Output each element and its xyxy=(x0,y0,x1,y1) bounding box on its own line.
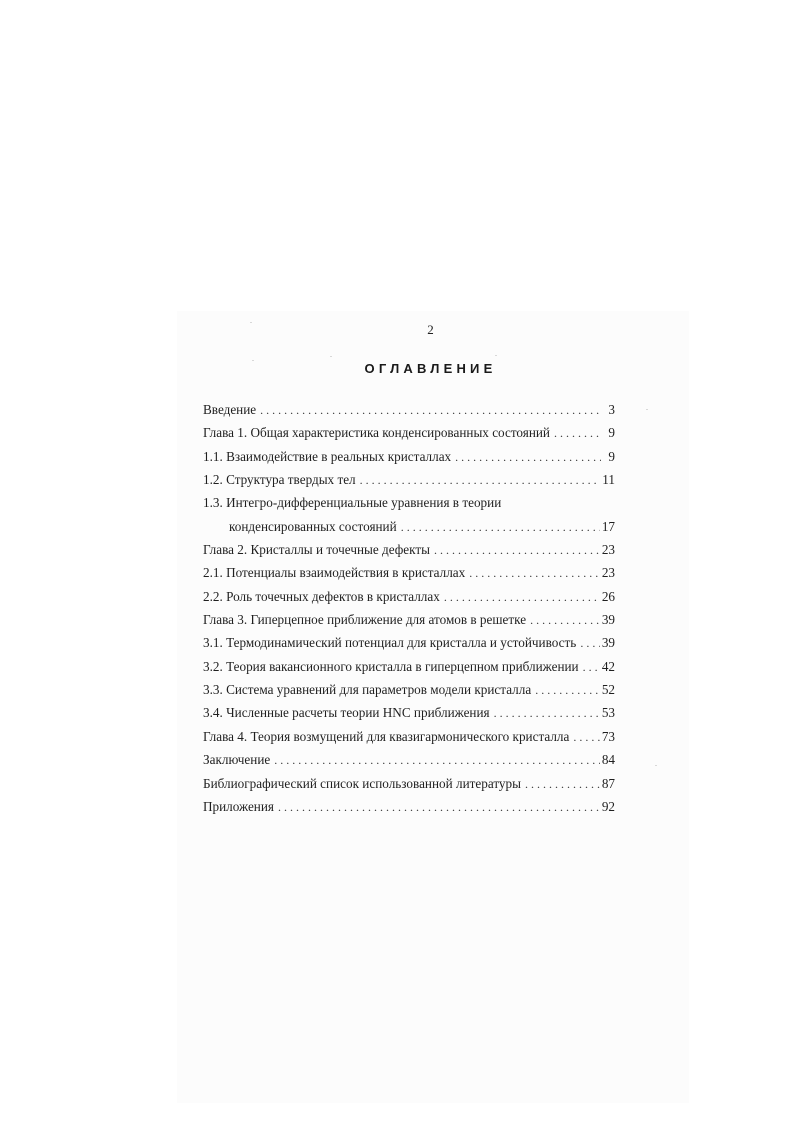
toc-entry-section-1-3 xyxy=(203,495,615,518)
dot-leader xyxy=(573,729,599,745)
dot-leader xyxy=(360,472,601,488)
toc-entry-chapter-3 xyxy=(203,612,615,635)
dot-leader xyxy=(525,776,600,792)
toc-entry-label: Глава 4. Теория возмущений для квазигармонического кристалла xyxy=(203,728,570,744)
toc-entry-page: 17 xyxy=(601,518,615,534)
toc-entry-label: Введение xyxy=(203,402,257,417)
dot-leader xyxy=(535,682,600,698)
toc-entry-label: конденсированных состояний xyxy=(229,518,397,534)
scan-speck xyxy=(655,765,657,766)
toc-entry-section-1-1 xyxy=(203,449,615,472)
toc-entry-chapter-1 xyxy=(203,425,615,448)
dot-leader xyxy=(274,752,600,768)
toc-entry-page: 42 xyxy=(601,658,615,674)
toc-entry-label: 1.2. Структура твердых тел xyxy=(203,472,356,488)
scan-speck xyxy=(495,355,497,356)
dot-leader xyxy=(444,589,600,605)
toc-entry-page: 26 xyxy=(601,588,615,604)
toc-entry-appendices xyxy=(203,799,615,822)
toc-entry-conclusion xyxy=(203,752,615,775)
toc-entry-label: 3.4. Численные расчеты теории HNC приближения xyxy=(203,705,490,721)
toc-entry-label: 2.2. Роль точечных дефектов в кристаллах xyxy=(203,588,440,604)
toc-entry-label: 2.1. Потенциалы взаимодействия в кристаллах xyxy=(203,565,466,581)
toc-entry-label: 3.2. Теория вакансионного кристалла в гиперцепном приближении xyxy=(203,658,579,674)
toc-entry-chapter-2 xyxy=(203,542,615,565)
toc-entry-label: Заключение xyxy=(203,752,271,768)
toc-entry-page: 53 xyxy=(601,705,615,721)
toc-entry-page: 11 xyxy=(602,472,615,488)
toc-entry-page: 9 xyxy=(608,448,615,464)
table-of-contents xyxy=(203,402,615,822)
dot-leader xyxy=(494,705,600,721)
dot-leader xyxy=(530,612,600,628)
toc-entry-section-2-1 xyxy=(203,565,615,588)
toc-entry-page: 73 xyxy=(601,728,615,744)
toc-entry-section-3-2 xyxy=(203,659,615,682)
scan-speck xyxy=(330,356,332,357)
toc-entry-page: 3 xyxy=(608,402,615,417)
toc-entry-chapter-4 xyxy=(203,729,615,752)
scan-speck xyxy=(250,322,252,323)
scan-speck xyxy=(646,409,648,410)
toc-entry-introduction xyxy=(203,402,615,425)
toc-entry-label: Глава 1. Общая характеристика конденсированных состояний xyxy=(203,425,550,441)
toc-entry-page: 84 xyxy=(601,752,615,768)
toc-entry-bibliography xyxy=(203,776,615,799)
toc-entry-page: 92 xyxy=(601,798,615,814)
toc-entry-page: 52 xyxy=(601,682,615,698)
toc-entry-section-3-3 xyxy=(203,682,615,705)
toc-entry-section-1-3-continued xyxy=(203,519,615,542)
toc-entry-label: Глава 3. Гиперцепное приближение для атомов в решетке xyxy=(203,612,527,628)
toc-entry-page: 23 xyxy=(601,565,615,581)
dot-leader xyxy=(401,519,600,535)
dot-leader xyxy=(583,659,600,675)
dot-leader xyxy=(278,799,600,815)
toc-entry-page: 39 xyxy=(601,612,615,628)
toc-entry-page: 23 xyxy=(601,542,615,558)
toc-entry-page: 39 xyxy=(601,635,615,651)
dot-leader xyxy=(554,425,601,441)
toc-entry-label: 3.3. Система уравнений для параметров модели кристалла xyxy=(203,682,532,698)
toc-entry-section-1-2 xyxy=(203,472,615,495)
toc-entry-label: 3.1. Термодинамический потенциал для кристалла и устойчивость xyxy=(203,635,577,651)
toc-entry-label: 1.1. Взаимодействие в реальных кристаллах xyxy=(203,448,452,464)
dot-leader xyxy=(455,449,601,465)
toc-entry-page: 87 xyxy=(601,775,615,791)
dot-leader xyxy=(434,542,600,558)
toc-entry-label: Библиографический список использованной литературы xyxy=(203,775,521,791)
toc-entry-label: 1.3. Интегро-дифференциальные уравнения в теории xyxy=(203,495,502,511)
dot-leader xyxy=(580,635,600,651)
toc-entry-section-3-1 xyxy=(203,635,615,658)
page-title: ОГЛАВЛЕНИЕ xyxy=(364,361,497,376)
dot-leader xyxy=(469,565,600,581)
dot-leader xyxy=(260,402,601,418)
toc-entry-section-2-2 xyxy=(203,589,615,612)
page-number: 2 xyxy=(427,322,434,337)
toc-entry-page: 9 xyxy=(608,425,615,441)
toc-entry-section-3-4 xyxy=(203,705,615,728)
scan-speck xyxy=(252,360,254,361)
toc-entry-label: Приложения xyxy=(203,798,274,814)
toc-entry-label: Глава 2. Кристаллы и точечные дефекты xyxy=(203,542,430,558)
